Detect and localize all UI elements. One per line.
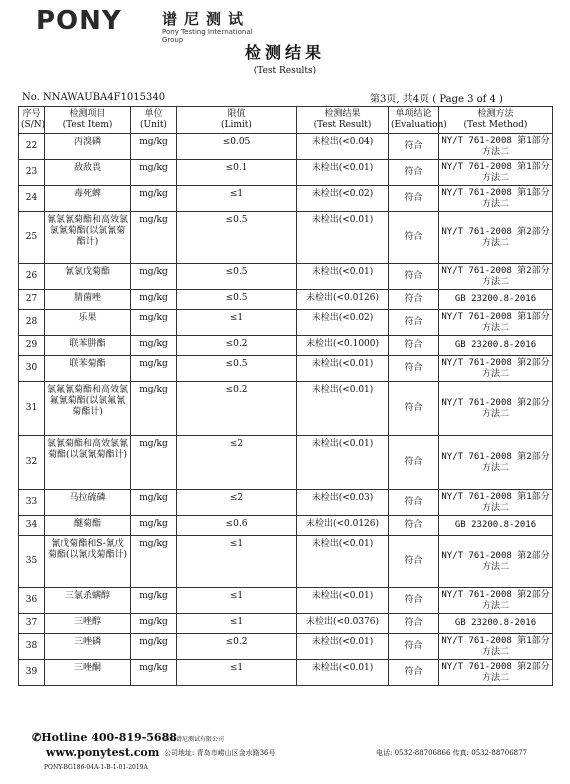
cell-limit: ≤1 <box>177 660 297 686</box>
cell-limit: ≤0.5 <box>177 264 297 290</box>
cell-unit: mg/kg <box>131 212 177 264</box>
cell-unit: mg/kg <box>131 336 177 356</box>
cell-evaluation: 符合 <box>389 588 439 614</box>
cell-unit: mg/kg <box>131 614 177 634</box>
footer-address: 公司地址: 青岛市崂山区金水路36号 <box>164 749 276 757</box>
cell-sn: 33 <box>19 490 45 516</box>
cell-test-method: NY/T 761-2008 第2部分 方法二 <box>439 588 553 614</box>
cell-unit: mg/kg <box>131 356 177 382</box>
cell-test-method: GB 23200.8-2016 <box>439 290 553 310</box>
page-subtitle: (Test Results) <box>253 66 317 76</box>
table-row <box>19 186 553 212</box>
cell-test-result: 未检出(<0.01) <box>297 588 389 614</box>
report-number: No. NNAWAUBA4F1015340 <box>22 92 166 103</box>
cell-evaluation: 符合 <box>389 356 439 382</box>
header-evaluation: 单项结论 (Evaluation) <box>389 107 439 134</box>
logo-english-name: Pony Testing International Group <box>162 28 253 44</box>
cell-test-result: 未检出(<0.0376) <box>297 614 389 634</box>
cell-test-method: GB 23200.8-2016 <box>439 516 553 536</box>
cell-test-result: 未检出(<0.01) <box>297 660 389 686</box>
table-row <box>19 212 553 264</box>
cell-sn: 22 <box>19 134 45 160</box>
cell-limit: ≤0.5 <box>177 290 297 310</box>
cell-limit: ≤1 <box>177 614 297 634</box>
footer-website[interactable]: www.ponytest.com <box>46 746 160 759</box>
table-row <box>19 436 553 490</box>
cell-sn: 26 <box>19 264 45 290</box>
cell-test-result: 未检出(<0.02) <box>297 186 389 212</box>
cell-test-result: 未检出(<0.02) <box>297 310 389 336</box>
cell-evaluation: 符合 <box>389 186 439 212</box>
cell-test-method: NY/T 761-2008 第2部分 方法二 <box>439 382 553 436</box>
cell-limit: ≤2 <box>177 436 297 490</box>
cell-test-method: NY/T 761-2008 第1部分 方法二 <box>439 134 553 160</box>
cell-test-item: 敌敌畏 <box>45 160 131 186</box>
cell-unit: mg/kg <box>131 186 177 212</box>
cell-sn: 30 <box>19 356 45 382</box>
cell-test-item: 丙溴磷 <box>45 134 131 160</box>
results-table <box>18 106 553 686</box>
cell-test-method: GB 23200.8-2016 <box>439 336 553 356</box>
cell-sn: 37 <box>19 614 45 634</box>
cell-test-result: 未检出(<0.04) <box>297 134 389 160</box>
table-row <box>19 660 553 686</box>
cell-test-item: 马拉硫磷 <box>45 490 131 516</box>
cell-evaluation: 符合 <box>389 660 439 686</box>
cell-unit: mg/kg <box>131 290 177 310</box>
cell-test-item: 氰氯氰菊酯和高效氯氯氰菊酯(以氯氰菊酯计) <box>45 212 131 264</box>
cell-test-result: 未检出(<0.03) <box>297 490 389 516</box>
cell-evaluation: 符合 <box>389 614 439 634</box>
table-row <box>19 160 553 186</box>
cell-limit: ≤1 <box>177 310 297 336</box>
cell-unit: mg/kg <box>131 660 177 686</box>
cell-limit: ≤2 <box>177 490 297 516</box>
cell-sn: 32 <box>19 436 45 490</box>
table-row <box>19 310 553 336</box>
cell-evaluation: 符合 <box>389 382 439 436</box>
cell-limit: ≤0.2 <box>177 634 297 660</box>
cell-evaluation: 符合 <box>389 212 439 264</box>
cell-test-method: NY/T 761-2008 第2部分 方法二 <box>439 212 553 264</box>
cell-test-method: GB 23200.8-2016 <box>439 614 553 634</box>
cell-test-item: 醚菊酯 <box>45 516 131 536</box>
cell-evaluation: 符合 <box>389 516 439 536</box>
cell-limit: ≤1 <box>177 186 297 212</box>
cell-unit: mg/kg <box>131 536 177 588</box>
table-row <box>19 134 553 160</box>
header-test-result: 检测结果 (Test Result) <box>297 107 389 134</box>
seal-stamp <box>562 400 570 600</box>
header-unit: 单位 (Unit) <box>131 107 177 134</box>
header-test-method: 检测方法 (Test Method) <box>439 107 553 134</box>
logo-wordmark: PONY <box>36 6 122 36</box>
cell-sn: 34 <box>19 516 45 536</box>
cell-limit: ≤0.05 <box>177 134 297 160</box>
table-row <box>19 516 553 536</box>
cell-evaluation: 符合 <box>389 310 439 336</box>
cell-limit: ≤1 <box>177 536 297 588</box>
cell-test-result: 未检出(<0.01) <box>297 634 389 660</box>
cell-limit: ≤0.6 <box>177 516 297 536</box>
cell-test-result: 未检出(<0.01) <box>297 356 389 382</box>
cell-test-item: 氯氟氰菊酯和高效氯氟氰菊酯(以氯氟氰菊酯计) <box>45 382 131 436</box>
company-logo <box>36 6 276 44</box>
cell-test-item: 联苯肼酯 <box>45 336 131 356</box>
cell-sn: 29 <box>19 336 45 356</box>
cell-limit: ≤0.5 <box>177 356 297 382</box>
cell-test-item: 氯氰菊酯和高效氯氰菊酯(以氯氰菊酯计) <box>45 436 131 490</box>
table-row <box>19 356 553 382</box>
footer-hotline: ✆Hotline 400-819-5688 <box>32 731 177 744</box>
table-header-row <box>19 107 553 134</box>
cell-test-item: 三唑磷 <box>45 634 131 660</box>
cell-test-result: 未检出(<0.01) <box>297 264 389 290</box>
cell-test-method: NY/T 761-2008 第1部分 方法二 <box>439 186 553 212</box>
cell-test-method: NY/T 761-2008 第2部分 方法二 <box>439 264 553 290</box>
cell-test-method: NY/T 761-2008 第1部分 方法二 <box>439 490 553 516</box>
table-row <box>19 290 553 310</box>
cell-evaluation: 符合 <box>389 336 439 356</box>
cell-test-item: 乐果 <box>45 310 131 336</box>
cell-test-result: 未检出(<0.01) <box>297 382 389 436</box>
cell-evaluation: 符合 <box>389 490 439 516</box>
table-row <box>19 536 553 588</box>
cell-unit: mg/kg <box>131 436 177 490</box>
cell-sn: 27 <box>19 290 45 310</box>
cell-test-result: 未检出(<0.01) <box>297 212 389 264</box>
logo-chinese-name: 谱尼测试 <box>162 10 251 28</box>
cell-unit: mg/kg <box>131 490 177 516</box>
cell-unit: mg/kg <box>131 310 177 336</box>
cell-test-result: 未检出(<0.0126) <box>297 516 389 536</box>
cell-sn: 31 <box>19 382 45 436</box>
cell-unit: mg/kg <box>131 160 177 186</box>
cell-test-result: 未检出(<0.01) <box>297 160 389 186</box>
cell-test-item: 毒死蜱 <box>45 186 131 212</box>
cell-sn: 38 <box>19 634 45 660</box>
cell-test-method: NY/T 761-2008 第2部分 方法二 <box>439 356 553 382</box>
header-sn: 序号 (S/N) <box>19 107 45 134</box>
header-test-item: 检测项目 (Test Item) <box>45 107 131 134</box>
cell-sn: 39 <box>19 660 45 686</box>
page-indicator: 第3页, 共4页 ( Page 3 of 4 ) <box>370 94 503 105</box>
cell-limit: ≤0.2 <box>177 336 297 356</box>
cell-evaluation: 符合 <box>389 160 439 186</box>
table-row <box>19 490 553 516</box>
cell-test-item: 氰氯戊菊酯 <box>45 264 131 290</box>
cell-limit: ≤1 <box>177 588 297 614</box>
cell-test-method: NY/T 761-2008 第1部分 方法二 <box>439 160 553 186</box>
cell-unit: mg/kg <box>131 516 177 536</box>
cell-test-result: 未检出(<0.01) <box>297 536 389 588</box>
cell-test-method: NY/T 761-2008 第2部分 方法二 <box>439 436 553 490</box>
cell-test-method: NY/T 761-2008 第1部分 方法二 <box>439 634 553 660</box>
footer-phone-fax: 电话: 0532-88706866 传真: 0532-88706877 <box>376 749 528 757</box>
cell-evaluation: 符合 <box>389 264 439 290</box>
cell-test-result: 未检出(<0.0126) <box>297 290 389 310</box>
cell-test-result: 未检出(<0.01) <box>297 436 389 490</box>
table-row <box>19 588 553 614</box>
table-row <box>19 382 553 436</box>
cell-test-method: NY/T 761-2008 第2部分 方法二 <box>439 536 553 588</box>
header-limit: 限值 (Limit) <box>177 107 297 134</box>
table-row <box>19 614 553 634</box>
cell-test-method: NY/T 761-2008 第1部分 方法二 <box>439 310 553 336</box>
cell-evaluation: 符合 <box>389 290 439 310</box>
cell-test-result: 未检出(<0.1000) <box>297 336 389 356</box>
cell-evaluation: 符合 <box>389 634 439 660</box>
cell-evaluation: 符合 <box>389 134 439 160</box>
cell-unit: mg/kg <box>131 382 177 436</box>
table-row <box>19 634 553 660</box>
cell-sn: 23 <box>19 160 45 186</box>
footer-document-number: PONY-BG186-04A-1-B-1-01-2019A <box>44 764 148 771</box>
cell-sn: 36 <box>19 588 45 614</box>
footer-company: 青岛谱尼测试有限公司 <box>164 736 225 743</box>
cell-limit: ≤0.2 <box>177 382 297 436</box>
cell-test-item: 联苯菊酯 <box>45 356 131 382</box>
cell-test-item: 三氯杀螨醇 <box>45 588 131 614</box>
cell-evaluation: 符合 <box>389 436 439 490</box>
cell-test-item: 三唑酮 <box>45 660 131 686</box>
cell-sn: 24 <box>19 186 45 212</box>
page-title: 检测结果 <box>244 43 325 62</box>
cell-evaluation: 符合 <box>389 536 439 588</box>
cell-sn: 25 <box>19 212 45 264</box>
cell-sn: 28 <box>19 310 45 336</box>
table-row <box>19 336 553 356</box>
cell-test-method: NY/T 761-2008 第2部分 方法二 <box>439 660 553 686</box>
cell-test-item: 氰戊菊酯和S-氰戊菊酯(以氰戊菊酯计) <box>45 536 131 588</box>
cell-limit: ≤0.1 <box>177 160 297 186</box>
cell-sn: 35 <box>19 536 45 588</box>
cell-unit: mg/kg <box>131 264 177 290</box>
cell-test-item: 三唑醇 <box>45 614 131 634</box>
cell-test-item: 腈菌唑 <box>45 290 131 310</box>
cell-unit: mg/kg <box>131 588 177 614</box>
cell-unit: mg/kg <box>131 634 177 660</box>
cell-limit: ≤0.5 <box>177 212 297 264</box>
cell-unit: mg/kg <box>131 134 177 160</box>
table-row <box>19 264 553 290</box>
results-table-body <box>19 134 553 686</box>
